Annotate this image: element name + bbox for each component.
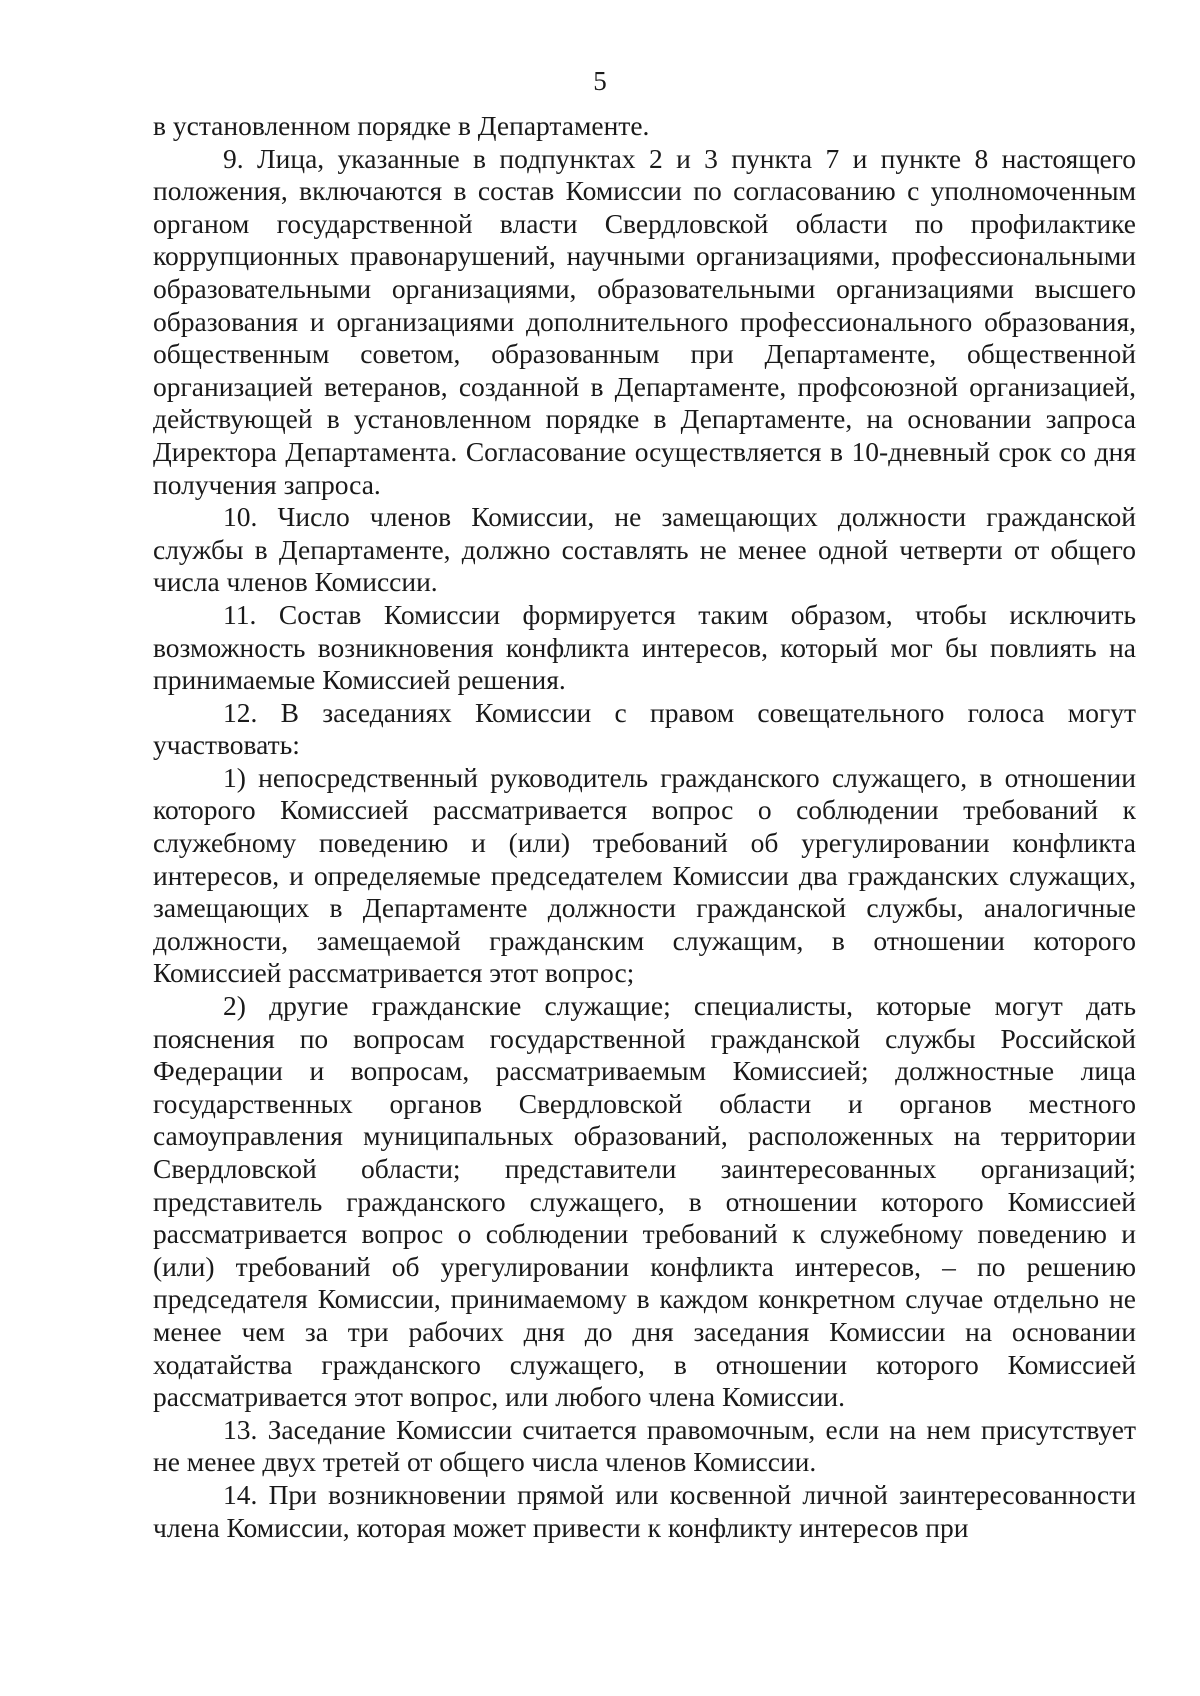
paragraph-item-14: 14. При возникновении прямой или косвенной личной заинтересованности члена Комиссии, которая может привести к конфликту интересов при bbox=[153, 1478, 1136, 1543]
paragraph-item-12: 12. В заседаниях Комиссии с правом совещательного голоса могут участвовать: bbox=[153, 696, 1136, 761]
paragraph-subitem-2: 2) другие гражданские служащие; специалисты, которые могут дать пояснения по вопросам государственной гражданской службы Российской Федерации и вопросам, рассматриваемым Комиссией; должностные лица государственных органов Свердловской области и органов местного самоуправления муниципальных образований, расположенных на территории Свердловской области; представители заинтересованных организаций; представитель гражданского служащего, в отношении которого Комиссией рассматривается вопрос о соблюдении требований к служебному поведению и (или) требований об урегулировании конфликта интересов, – по решению председателя Комиссии, принимаемому в каждом конкретном случае отдельно не менее чем за три рабочих дня до дня заседания Комиссии на основании ходатайства гражданского служащего, в отношении которого Комиссией рассматривается этот вопрос, или любого члена Комиссии. bbox=[153, 990, 1136, 1413]
paragraph-subitem-1: 1) непосредственный руководитель гражданского служащего, в отношении которого Комиссией рассматривается вопрос о соблюдении требований к служебному поведению и (или) требований об урегулировании конфликта интересов, и определяемые председателем Комиссии два гражданских служащих, замещающих в Департаменте должности гражданской службы, аналогичные должности, замещаемой гражданским служащим, в отношении которого Комиссией рассматривается этот вопрос; bbox=[153, 761, 1136, 989]
paragraph-item-11: 11. Состав Комиссии формируется таким образом, чтобы исключить возможность возникновения конфликта интересов, который мог бы повлиять на принимаемые Комиссией решения. bbox=[153, 598, 1136, 696]
document-body bbox=[153, 110, 1136, 1544]
paragraph-continuation: в установленном порядке в Департаменте. bbox=[153, 110, 650, 141]
paragraph-item-10: 10. Число членов Комиссии, не замещающих должности гражданской службы в Департаменте, должно составлять не менее одной четверти от общего числа членов Комиссии. bbox=[153, 501, 1136, 598]
page-number: 5 bbox=[593, 66, 607, 96]
paragraph-item-13: 13. Заседание Комиссии считается правомочным, если на нем присутствует не менее двух третей от общего числа членов Комиссии. bbox=[153, 1413, 1136, 1478]
paragraph-item-9: 9. Лица, указанные в подпунктах 2 и 3 пункта 7 и пункте 8 настоящего положения, включаются в состав Комиссии по согласованию с уполномоченным органом государственной власти Свердловской области по профилактике коррупционных правонарушений, научными организациями, профессиональными образовательными организациями, образовательными организациями высшего образования и организациями дополнительного профессионального образования, общественным советом, образованным при Департаменте, общественной организацией ветеранов, созданной в Департаменте, профсоюзной организацией, действующей в установленном порядке в Департаменте, на основании запроса Директора Департамента. Согласование осуществляется в 10-дневный срок со дня получения запроса. bbox=[153, 142, 1136, 500]
